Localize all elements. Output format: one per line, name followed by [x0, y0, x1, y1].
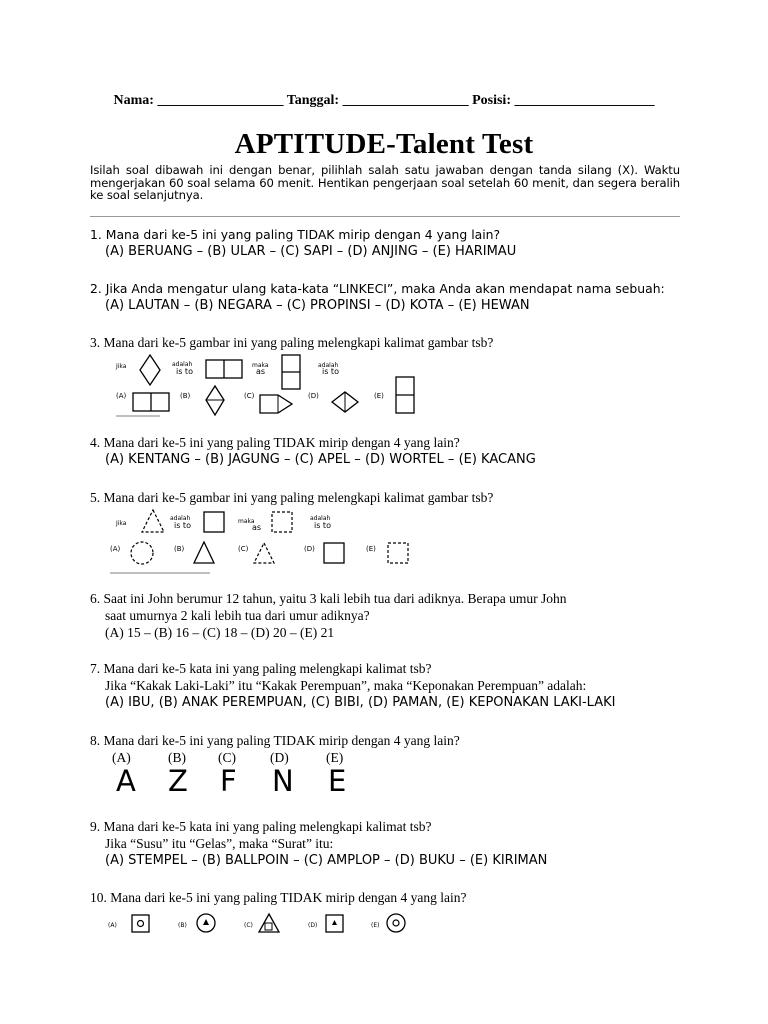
q8-option-a-label: (A)	[112, 750, 131, 765]
question-3-figure	[100, 352, 430, 425]
question-8-letters	[112, 750, 372, 800]
question-1-options: (A) BERUANG – (B) ULAR – (C) SAPI – (D) ANJING – (E) HARIMAU	[105, 244, 517, 259]
question-6-line-2: saat umurnya 2 kali lebih tua dari umur adiknya?	[105, 608, 370, 623]
q8-option-b-label: (B)	[168, 750, 186, 765]
instructions-paragraph: Isilah soal dibawah ini dengan benar, pilihlah salah satu jawaban dengan tanda silang (X). Waktu mengerjakan 60 soal selama 60 menit. Hentikan pengerjaan soal setelah 60 menit, dan segera beralih ke soal selanjutnya.	[90, 163, 680, 202]
q10-option-e-label: (E)	[371, 922, 380, 929]
q3-is-to-label: is to	[176, 367, 193, 376]
q10-option-c-label: (C)	[244, 922, 253, 929]
q8-letter-f: F	[220, 764, 237, 798]
q3-adalah-label: adalah	[172, 361, 193, 368]
q5-maka-label: maka	[238, 518, 255, 525]
q5-option-c-label: (C)	[238, 545, 249, 553]
candidate-fields-line: Nama: __________________ Tanggal: __________________ Posisi: ____________________	[113, 93, 655, 108]
question-5-figure	[100, 505, 430, 580]
page-title: APTITUDE-Talent Test	[234, 128, 534, 160]
q8-letter-n: N	[272, 764, 294, 798]
question-9-options: (A) STEMPEL – (B) BALLPOIN – (C) AMPLOP – (D) BUKU – (E) KIRIMAN	[105, 853, 548, 868]
question-5	[90, 489, 700, 506]
question-3	[90, 334, 700, 351]
q3-adalah-label-2: adalah	[318, 362, 339, 369]
question-4	[90, 434, 700, 468]
q8-option-e-label: (E)	[326, 750, 344, 765]
question-4-options: (A) KENTANG – (B) JAGUNG – (C) APEL – (D) WORTEL – (E) KACANG	[105, 452, 536, 467]
question-3-text: 3. Mana dari ke-5 gambar ini yang paling melengkapi kalimat gambar tsb?	[90, 335, 494, 350]
q10-option-d-label: (D)	[308, 922, 318, 929]
question-10-text: 10. Mana dari ke-5 ini yang paling TIDAK mirip dengan 4 yang lain?	[90, 890, 467, 905]
question-7-line-2: Jika “Kakak Laki-Laki” itu “Kakak Perempuan”, maka “Keponakan Perempuan” adalah:	[105, 678, 587, 693]
q8-letter-a: A	[116, 764, 136, 798]
q5-adalah-label: adalah	[170, 515, 191, 522]
q10-option-b-label: (B)	[178, 922, 187, 929]
q3-option-a-label: (A)	[116, 392, 127, 400]
q3-option-b-label: (B)	[180, 392, 191, 400]
q5-option-d-label: (D)	[304, 545, 315, 553]
question-7	[90, 660, 700, 711]
question-1-text: 1. Mana dari ke-5 ini yang paling TIDAK mirip dengan 4 yang lain?	[90, 227, 501, 242]
question-2-text: 2. Jika Anda mengatur ulang kata-kata “LINKECI”, maka Anda akan mendapat nama sebuah:	[90, 281, 665, 296]
q5-is-to-label-2: is to	[314, 521, 331, 530]
question-5-text: 5. Mana dari ke-5 gambar ini yang paling melengkapi kalimat gambar tsb?	[90, 490, 494, 505]
question-6	[90, 590, 700, 641]
question-8	[90, 732, 700, 749]
q3-jika-label: Jika	[116, 363, 127, 370]
question-9-line-2: Jika “Susu” itu “Gelas”, maka “Surat” itu:	[105, 836, 334, 851]
question-7-line-1: 7. Mana dari ke-5 kata ini yang paling melengkapi kalimat tsb?	[90, 661, 432, 676]
q3-option-c-label: (C)	[244, 392, 255, 400]
question-7-options: (A) IBU, (B) ANAK PEREMPUAN, (C) BIBI, (D) PAMAN, (E) KEPONAKAN LAKI-LAKI	[105, 695, 616, 710]
q5-option-a-label: (A)	[110, 545, 121, 553]
q5-is-to-label: is to	[174, 521, 191, 530]
question-9	[90, 818, 700, 869]
question-6-options: (A) 15 – (B) 16 – (C) 18 – (D) 20 – (E) 21	[105, 625, 335, 640]
q10-option-a-label: (A)	[108, 922, 117, 929]
q8-letter-e: E	[328, 764, 347, 798]
divider	[90, 216, 680, 217]
q3-maka-label: maka	[252, 362, 269, 369]
q3-as-label: as	[256, 367, 266, 376]
question-6-line-1: 6. Saat ini John berumur 12 tahun, yaitu 3 kali lebih tua dari adiknya. Berapa umur John	[90, 591, 567, 606]
q8-option-d-label: (D)	[270, 750, 289, 765]
question-10	[90, 889, 700, 906]
q3-option-e-label: (E)	[374, 392, 384, 400]
q3-is-to-label-2: is to	[322, 367, 339, 376]
question-2	[90, 280, 700, 314]
q8-option-c-label: (C)	[218, 750, 236, 765]
q5-option-e-label: (E)	[366, 545, 376, 553]
question-1	[90, 226, 700, 260]
question-9-line-1: 9. Mana dari ke-5 kata ini yang paling melengkapi kalimat tsb?	[90, 819, 432, 834]
question-4-text: 4. Mana dari ke-5 ini yang paling TIDAK mirip dengan 4 yang lain?	[90, 435, 460, 450]
q5-jika-label: Jika	[116, 520, 127, 527]
question-2-options: (A) LAUTAN – (B) NEGARA – (C) PROPINSI – (D) KOTA – (E) HEWAN	[105, 298, 530, 313]
q5-adalah-label-2: adalah	[310, 515, 331, 522]
q5-as-label: as	[252, 523, 262, 532]
question-8-text: 8. Mana dari ke-5 ini yang paling TIDAK mirip dengan 4 yang lain?	[90, 733, 460, 748]
question-10-figure	[108, 910, 418, 943]
q5-option-b-label: (B)	[174, 545, 185, 553]
q8-letter-z: Z	[168, 764, 188, 798]
q3-option-d-label: (D)	[308, 392, 319, 400]
